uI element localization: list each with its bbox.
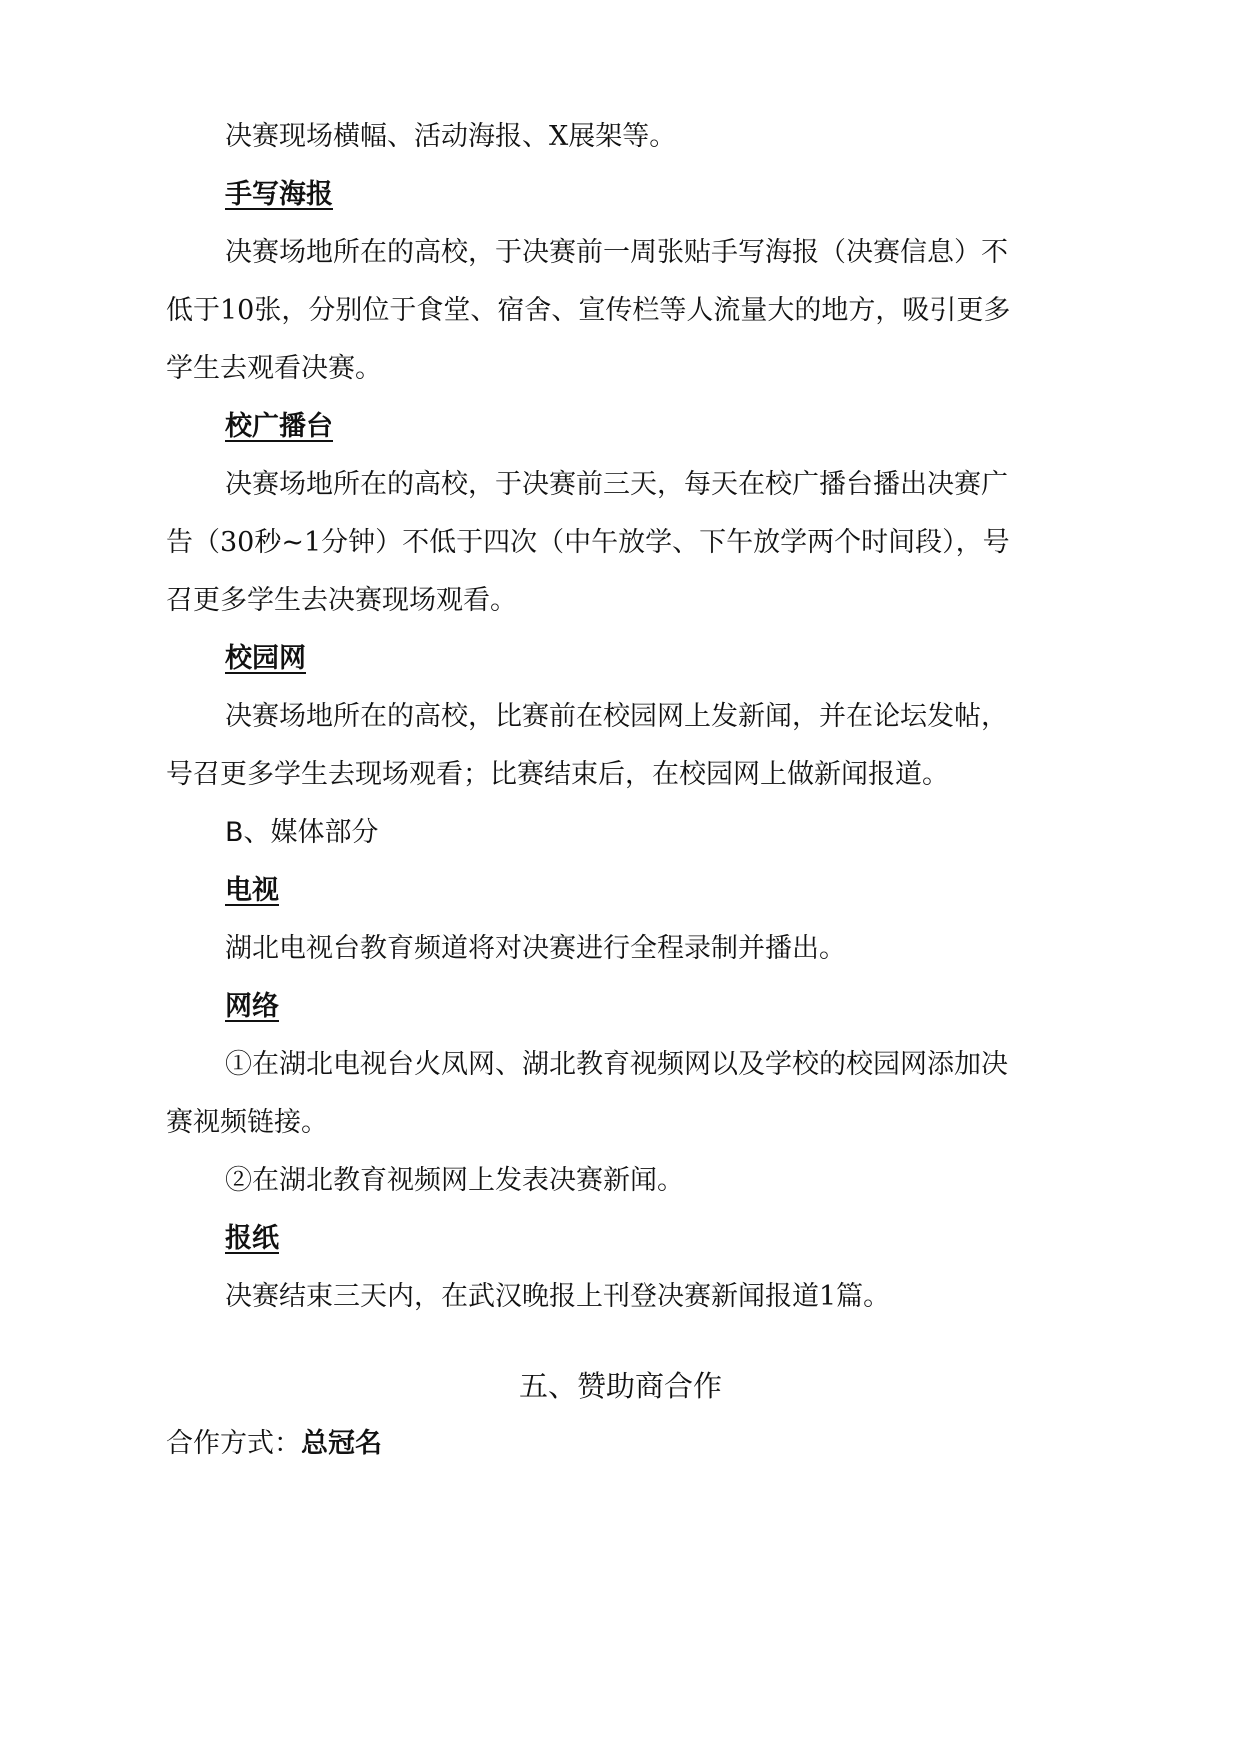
paragraph-line: 决赛结束三天内，在武汉晚报上刊登决赛新闻报道1篇。 <box>225 1281 891 1312</box>
cooperation-value: 总冠名 <box>301 1428 382 1459</box>
cooperation-line <box>166 1424 382 1464</box>
section-heading-poster: 手写海报 <box>225 179 333 210</box>
section-heading-radio: 校广播台 <box>225 411 333 442</box>
section-heading-tv: 电视 <box>225 875 279 906</box>
paragraph-line: 决赛场地所在的高校，于决赛前三天，每天在校广播台播出决赛广 <box>225 469 1008 500</box>
paragraph-line: 决赛场地所在的高校，比赛前在校园网上发新闻，并在论坛发帖， <box>225 701 1008 732</box>
paragraph-line: 召更多学生去决赛现场观看。 <box>166 585 517 616</box>
paragraph-line: 决赛现场横幅、活动海报、X展架等。 <box>225 121 677 152</box>
paragraph-line: 湖北电视台教育频道将对决赛进行全程录制并播出。 <box>225 933 846 964</box>
paragraph-line: ①在湖北电视台火凤网、湖北教育视频网以及学校的校园网添加决 <box>225 1049 1008 1080</box>
paragraph-line: 低于10张，分别位于食堂、宿舍、宣传栏等人流量大的地方，吸引更多 <box>166 295 1011 326</box>
section-heading-campus-web: 校园网 <box>225 643 306 674</box>
cooperation-label: 合作方式： <box>166 1428 301 1459</box>
paragraph-line: 决赛场地所在的高校，于决赛前一周张贴手写海报（决赛信息）不 <box>225 237 1008 268</box>
paragraph-line: 学生去观看决赛。 <box>166 353 382 384</box>
paragraph-line: 赛视频链接。 <box>166 1107 328 1138</box>
subsection-title-media: B、媒体部分 <box>225 817 379 848</box>
section-title-sponsor: 五、赞助商合作 <box>518 1369 722 1403</box>
paragraph-line: ②在湖北教育视频网上发表决赛新闻。 <box>225 1165 684 1196</box>
section-heading-newspaper: 报纸 <box>225 1223 279 1254</box>
section-heading-network: 网络 <box>225 991 279 1022</box>
paragraph-line: 号召更多学生去现场观看；比赛结束后，在校园网上做新闻报道。 <box>166 759 949 790</box>
paragraph-line: 告（30秒~1分钟）不低于四次（中午放学、下午放学两个时间段），号 <box>166 527 1010 558</box>
